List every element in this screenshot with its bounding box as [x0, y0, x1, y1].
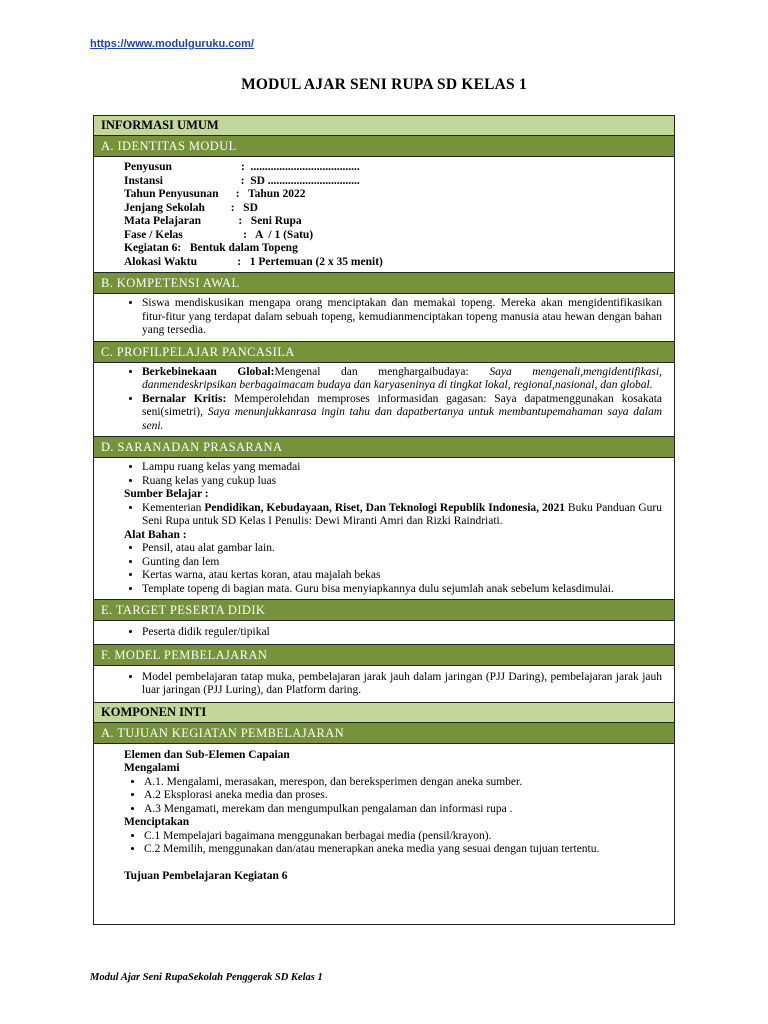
menciptakan-item: • C.1 Mempelajari bagaimana menggunakan berbagai media (pensil/krayon). [144, 830, 662, 844]
sumber-item: • Kementerian Pendidikan, Kebudayaan, Riset, Dan Teknologi Republik Indonesia, 2021 Buku Panduan Guru Seni Rupa untuk SD Kelas I Penulis: Dewi Miranti Amri dan Rizki Raindriati. [142, 502, 662, 529]
alat-bahan-label: Alat Bahan : [124, 528, 187, 541]
identity-row [124, 188, 664, 202]
section-model-pembelajaran: F. MODEL PEMBELAJARAN [94, 645, 674, 666]
tujuan-pembelajaran-heading: Tujuan Pembelajaran Kegiatan 6 [124, 869, 288, 882]
mengalami-item: • A.3 Mengamati, merekam dan mengumpulkan pengalaman dan informasi rupa . [144, 803, 662, 817]
alat-bahan-item: • Gunting dan lem [142, 556, 662, 570]
section-komponen-inti: KOMPONEN INTI [94, 703, 674, 723]
identity-value: : 1 Pertemuan (2 x 35 menit) [237, 255, 383, 268]
identity-row [124, 242, 664, 256]
identity-value: : ...................................... [240, 161, 360, 173]
identity-value: : Seni Rupa [238, 215, 302, 227]
sumber-belajar-label: Sumber Belajar : [124, 488, 209, 500]
profil-label: Berkebinekaan Global: [142, 365, 275, 378]
identity-value: : SD ................................ [240, 174, 360, 187]
section-identitas-modul: A. IDENTITAS MODUL [94, 136, 674, 157]
identity-key: Instansi [124, 174, 241, 187]
identity-key: Penyusun [124, 161, 241, 173]
section-kompetensi-awal: B. KOMPETENSI AWAL [94, 273, 674, 294]
section-sarana-prasarana: D. SARANADAN PRASARANA [94, 437, 674, 458]
section-informasi-umum: INFORMASI UMUM [94, 116, 674, 136]
identity-value: Bentuk dalam Topeng [189, 242, 298, 254]
sarana-item: • Ruang kelas yang cukup luas [142, 475, 662, 489]
identity-row [124, 229, 664, 243]
identity-row [124, 256, 664, 270]
profil-italic-text: Saya mengenali,mengidentifikasi, danmendeskripsikan berbagaimacam budaya dan karyaseninya di tingkat lokal, regional,nasional, dan global. [142, 365, 662, 391]
menciptakan-item: • C.2 Memilih, menggunakan dan/atau menerapkan aneka media yang sesuai dengan tujuan tertentu. [144, 843, 662, 857]
identity-block [94, 157, 674, 273]
section-target-peserta: E. TARGET PESERTA DIDIK [94, 600, 674, 621]
identity-key: Jenjang Sekolah [124, 201, 231, 214]
profil-item [142, 393, 662, 434]
profil-block [94, 363, 674, 438]
identity-row [124, 202, 664, 216]
page-footer: Modul Ajar Seni RupaSekolah Penggerak SD Kelas 1 [90, 972, 323, 983]
alat-bahan-item: • Pensil, atau alat gambar lain. [142, 542, 662, 556]
profil-label: Bernalar Kritis: [142, 392, 227, 405]
alat-bahan-item: • Kertas warna, atau kertas koran, atau majalah bekas [142, 569, 662, 583]
header-url-link[interactable]: https://www.modulguruku.com/ [90, 38, 254, 50]
identity-key: Mata Pelajaran [124, 215, 239, 227]
section-tujuan-kegiatan: A. TUJUAN KEGIATAN PEMBELAJARAN [94, 723, 674, 744]
profil-item [142, 366, 662, 393]
profil-text: Memperolehdan memproses informasidan gagasan: Saya dapatmenggunakan kosakata seni(simetri), [142, 392, 662, 418]
identity-row [124, 175, 664, 189]
mengalami-item: • A.2 Eksplorasi aneka media dan proses. [144, 789, 662, 803]
sarana-block [94, 458, 674, 600]
identity-key: Tahun Penyusunan [124, 188, 236, 200]
alat-bahan-item: • Template topeng di bagian mata. Guru bisa menyiapkannya dulu sejumlah anak sebelum kelasdimulai. [142, 583, 662, 597]
identity-row [124, 215, 664, 229]
identity-key: Kegiatan 6: [124, 242, 190, 254]
model-item: • Model pembelajaran tatap muka, pembelajaran jarak jauh dalam jaringan (PJJ Daring), pembelajaran jarak jauh luar jaringan (PJJ Luring), dan Platform daring. [142, 671, 662, 698]
section-profil-pancasila: C. PROFILPELAJAR PANCASILA [94, 342, 674, 363]
identity-row [124, 161, 664, 175]
target-item: • Peserta didik reguler/tipikal [142, 626, 662, 640]
kompetensi-item: • Siswa mendiskusikan mengapa orang menciptakan dan memakai topeng. Mereka akan mengidentifikasikan fitur-fitur yang terdapat dalam sebuah topeng, kemudianmenciptakan topeng manusia atau hewan dengan bahan yang tersedia. [142, 297, 662, 338]
model-block [94, 666, 674, 703]
identity-value: : SD [230, 201, 258, 214]
kompetensi-block [94, 294, 674, 342]
menciptakan-heading: Menciptakan [124, 816, 190, 828]
module-table [93, 115, 675, 925]
identity-key: Fase / Kelas [124, 228, 244, 241]
profil-italic-text: Saya menunjukkanrasa ingin tahu dan dapatbertanya untuk membantupemahaman saya dalam seni. [142, 406, 663, 432]
mengalami-item: • A.1. Mengalami, merasakan, merespon, dan bereksperimen dengan aneka sumber. [144, 776, 662, 790]
elemen-heading: Elemen dan Sub-Elemen Capaian [124, 748, 290, 761]
sarana-item: • Lampu ruang kelas yang memadai [142, 461, 662, 475]
tujuan-block [94, 744, 674, 924]
target-block [94, 621, 674, 645]
page-title: MODUL AJAR SENI RUPA SD KELAS 1 [241, 76, 527, 93]
identity-key: Alokasi Waktu [124, 255, 238, 268]
identity-value: : A / 1 (Satu) [243, 228, 314, 241]
identity-value: : Tahun 2022 [235, 188, 306, 200]
mengalami-heading: Mengalami [124, 762, 180, 774]
profil-text: Mengenal dan menghargaibudaya: [274, 365, 490, 378]
